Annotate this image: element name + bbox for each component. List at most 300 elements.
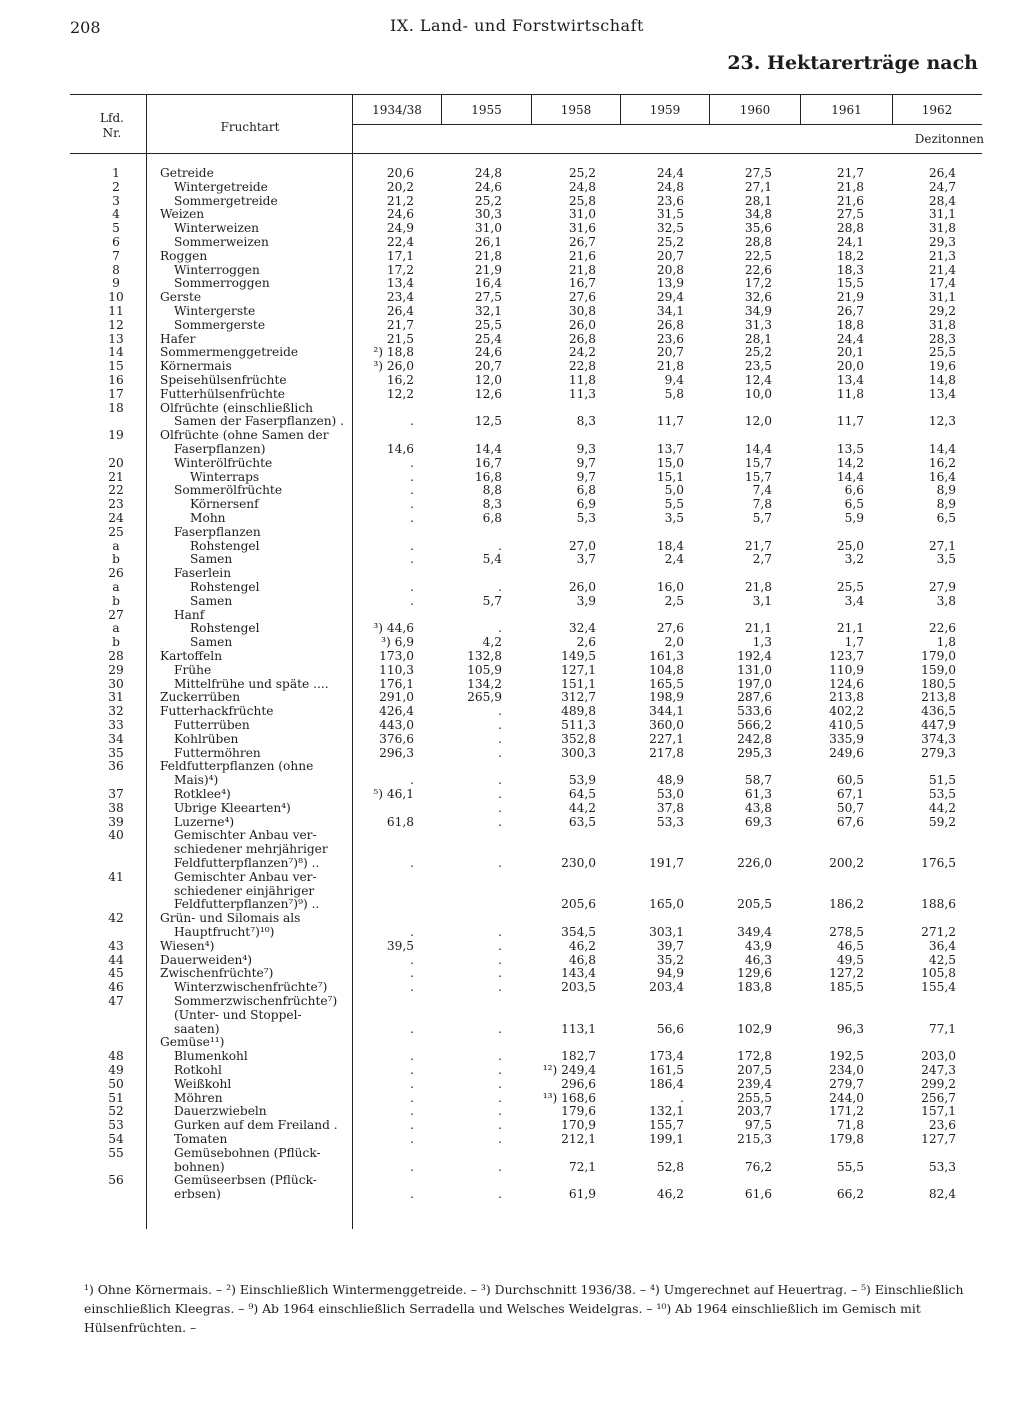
value-cell: 24,7 xyxy=(928,179,956,194)
value-cell: 22,6 xyxy=(928,621,956,636)
row-number: 26 xyxy=(108,566,124,581)
value-cell: 28,4 xyxy=(928,193,956,208)
value-cell: 217,8 xyxy=(649,745,684,760)
value-cell: . xyxy=(680,1090,684,1105)
row-number: 23 xyxy=(108,497,124,512)
value-cell: 31,5 xyxy=(656,207,684,222)
crop-name: Ölfrüchte (einschließlich xyxy=(160,401,313,415)
crop-name: Gerste xyxy=(160,291,202,305)
crop-name: Gemüse¹¹) xyxy=(160,1036,225,1050)
row-number: 29 xyxy=(108,662,124,677)
value-cell: 344,1 xyxy=(649,704,684,719)
table-row xyxy=(0,829,1024,870)
value-cell: 13,9 xyxy=(656,276,684,291)
row-number: 56 xyxy=(108,1173,124,1188)
value-cell: 64,5 xyxy=(568,787,596,801)
value-cell: 110,3 xyxy=(379,662,414,677)
value-cell: ¹³) 168,6 xyxy=(542,1090,596,1105)
value-cell: 191,7 xyxy=(649,855,684,870)
row-number: 30 xyxy=(108,676,124,691)
value-cell: 9,7 xyxy=(576,469,596,484)
value-cell: 21,4 xyxy=(928,262,956,277)
value-cell: 55,5 xyxy=(836,1159,864,1174)
table-row xyxy=(0,719,1024,733)
footnote-line: ¹) Ohne Körnermais. – ²) Einschließlich Wintermenggetreide. – ³) Durchschnitt 1936/38. – ⁴) Umgerechnet auf Heuertrag. – ⁵) Einschließlich xyxy=(84,1282,964,1297)
value-cell: 16,2 xyxy=(386,373,414,387)
value-cell: . xyxy=(410,511,414,525)
value-cell: 256,7 xyxy=(921,1090,956,1105)
table-row xyxy=(0,222,1024,236)
value-cell: 16,4 xyxy=(474,276,502,291)
value-cell: 173,4 xyxy=(649,1049,684,1064)
value-cell: 11,7 xyxy=(656,414,684,429)
row-number: 28 xyxy=(108,649,124,663)
table-row xyxy=(0,1133,1024,1147)
header-year-1960: 1960 xyxy=(739,103,771,117)
value-cell: 124,6 xyxy=(829,676,864,691)
value-cell: 179,0 xyxy=(921,649,956,663)
value-cell: 131,0 xyxy=(737,662,772,677)
value-cell: 149,5 xyxy=(561,649,596,663)
value-cell: 352,8 xyxy=(561,731,596,746)
value-cell: 44,2 xyxy=(928,800,956,815)
value-cell: . xyxy=(498,704,502,719)
value-cell: . xyxy=(498,1049,502,1064)
value-cell: 213,8 xyxy=(829,690,864,705)
value-cell: . xyxy=(410,1187,414,1202)
crop-name: Winterroggen xyxy=(174,263,260,277)
value-cell: . xyxy=(498,855,502,870)
crop-name: Gemischter Anbau ver- xyxy=(174,870,317,884)
table-row xyxy=(0,816,1024,830)
value-cell: 21,9 xyxy=(836,290,864,305)
value-cell: . xyxy=(498,938,502,953)
column-divider xyxy=(709,94,710,124)
value-cell: 203,7 xyxy=(737,1104,772,1119)
value-cell: . xyxy=(410,1159,414,1174)
value-cell: . xyxy=(498,745,502,760)
value-cell: 410,5 xyxy=(829,718,864,732)
value-cell: 24,6 xyxy=(474,345,502,360)
row-number: 6 xyxy=(112,235,120,249)
row-number: 14 xyxy=(108,345,124,360)
value-cell: . xyxy=(410,924,414,939)
value-cell: 34,1 xyxy=(656,304,684,318)
table-row xyxy=(0,264,1024,278)
value-cell: . xyxy=(498,731,502,746)
table-row xyxy=(0,1119,1024,1133)
value-cell: 31,3 xyxy=(744,317,772,332)
value-cell: . xyxy=(498,980,502,995)
value-cell: 20,7 xyxy=(656,345,684,360)
value-cell: 31,1 xyxy=(928,207,956,222)
value-cell: 3,5 xyxy=(936,552,956,567)
value-cell: 299,2 xyxy=(921,1076,956,1091)
table-row xyxy=(0,995,1024,1036)
value-cell: 58,7 xyxy=(744,773,772,788)
value-cell: 105,9 xyxy=(467,662,502,677)
value-cell: . xyxy=(498,718,502,732)
value-cell: 21,6 xyxy=(836,193,864,208)
value-cell: . xyxy=(410,1063,414,1077)
footnote-line: einschließlich Kleegras. – ⁹) Ab 1964 einschließlich Serradella und Welsches Weidelgras. – ¹⁰) Ab 1964 einschließlich im Gemisch mit Hülsenfrüchten. – xyxy=(84,1301,921,1335)
row-number: 22 xyxy=(108,483,124,498)
table-row xyxy=(0,1050,1024,1064)
value-cell: 533,6 xyxy=(737,704,772,719)
crop-name: Winterweizen xyxy=(174,222,260,236)
crop-name: Winterzwischenfrüchte⁷) xyxy=(174,981,328,995)
value-cell: 278,5 xyxy=(829,924,864,939)
value-cell: 436,5 xyxy=(921,704,956,719)
value-cell: 8,9 xyxy=(936,497,956,512)
value-cell: 26,7 xyxy=(836,304,864,318)
table-row xyxy=(0,553,1024,567)
value-cell: . xyxy=(410,552,414,567)
value-cell: 155,7 xyxy=(649,1118,684,1133)
value-cell: 127,1 xyxy=(561,662,596,677)
value-cell: 46,2 xyxy=(568,938,596,953)
value-cell: 129,6 xyxy=(737,966,772,981)
column-divider xyxy=(892,94,893,124)
value-cell: . xyxy=(498,1187,502,1202)
table-row xyxy=(0,1147,1024,1175)
value-cell: 3,7 xyxy=(576,552,596,567)
value-cell: 9,3 xyxy=(576,441,596,456)
table-row xyxy=(0,1174,1024,1202)
header-year-1955: 1955 xyxy=(471,103,502,117)
value-cell: . xyxy=(410,1118,414,1133)
value-cell: 24,6 xyxy=(386,207,414,222)
value-cell: 30,3 xyxy=(474,207,502,222)
value-cell: 23,6 xyxy=(928,1118,956,1133)
value-cell: 170,9 xyxy=(561,1118,596,1133)
value-cell: 161,5 xyxy=(649,1063,684,1077)
value-cell: 12,5 xyxy=(474,414,502,429)
value-cell: 172,8 xyxy=(737,1049,772,1064)
value-cell: 203,0 xyxy=(921,1049,956,1064)
value-cell: 61,8 xyxy=(386,814,414,829)
value-cell: . xyxy=(498,621,502,636)
value-cell: 15,7 xyxy=(744,455,772,470)
crop-name: Wintergetreide xyxy=(174,180,268,194)
value-cell: 27,5 xyxy=(744,166,772,180)
row-number: 16 xyxy=(108,373,124,387)
value-cell: 186,4 xyxy=(649,1076,684,1091)
crop-name: Roggen xyxy=(160,249,208,263)
value-cell: 31,6 xyxy=(568,221,596,236)
value-cell: 59,2 xyxy=(928,814,956,829)
table-row xyxy=(0,912,1024,940)
table-row xyxy=(0,333,1024,347)
table-row xyxy=(0,705,1024,719)
value-cell: . xyxy=(410,1090,414,1105)
value-cell: 3,2 xyxy=(844,552,864,567)
table-row xyxy=(0,360,1024,374)
value-cell: 52,8 xyxy=(656,1159,684,1174)
value-cell: 27,5 xyxy=(836,207,864,222)
crop-name: Sommerroggen xyxy=(174,277,270,291)
value-cell: 165,5 xyxy=(649,676,684,691)
row-number: a xyxy=(112,538,120,553)
value-cell: . xyxy=(410,855,414,870)
value-cell: 30,8 xyxy=(568,304,596,318)
value-cell: 2,0 xyxy=(664,635,684,650)
value-cell: 3,4 xyxy=(844,593,864,608)
table-row xyxy=(0,236,1024,250)
value-cell: 8,9 xyxy=(936,483,956,498)
crop-name: schiedener einjähriger xyxy=(174,884,315,898)
value-cell: 14,4 xyxy=(474,441,502,456)
value-cell: 16,7 xyxy=(568,276,596,291)
value-cell: 53,5 xyxy=(928,787,956,801)
table-row xyxy=(0,733,1024,747)
row-number: 2 xyxy=(112,179,120,194)
value-cell: 46,2 xyxy=(656,1187,684,1202)
row-number: 19 xyxy=(108,428,124,443)
row-number: 15 xyxy=(108,359,124,374)
crop-name: Sommermenggetreide xyxy=(160,346,299,360)
value-cell: 48,9 xyxy=(656,773,684,788)
row-number: 37 xyxy=(108,787,124,801)
value-cell: 21,5 xyxy=(386,331,414,346)
value-cell: 26,4 xyxy=(928,166,956,180)
value-cell: 188,6 xyxy=(921,897,956,912)
row-number: 42 xyxy=(108,911,124,926)
crop-name: Sommerölfrüchte xyxy=(174,484,283,498)
value-cell: 212,1 xyxy=(561,1132,596,1146)
section-title: 23. Hektarerträge nach xyxy=(727,52,978,74)
crop-name: saaten) xyxy=(174,1022,220,1036)
year-header-rule xyxy=(352,124,982,125)
value-cell: 161,3 xyxy=(649,649,684,663)
row-number: 43 xyxy=(108,938,124,953)
value-cell: 21,6 xyxy=(568,248,596,263)
crop-name: erbsen) xyxy=(174,1188,221,1202)
crop-name: Körnersenf xyxy=(190,498,259,512)
crop-name: Sommergerste xyxy=(174,318,266,332)
row-number: 18 xyxy=(108,400,124,415)
value-cell: . xyxy=(410,1076,414,1091)
value-cell: 20,7 xyxy=(474,359,502,374)
value-cell: 20,6 xyxy=(386,166,414,180)
row-number: 55 xyxy=(108,1145,124,1160)
value-cell: 205,5 xyxy=(737,897,772,912)
table-row xyxy=(0,691,1024,705)
value-cell: 32,4 xyxy=(568,621,596,636)
table-row xyxy=(0,250,1024,264)
value-cell: 5,8 xyxy=(664,386,684,401)
value-cell: 23,4 xyxy=(386,290,414,305)
row-number: 12 xyxy=(108,317,124,332)
value-cell: 24,8 xyxy=(656,179,684,194)
crop-name: schiedener mehrjähriger xyxy=(174,843,328,857)
value-cell: 157,1 xyxy=(921,1104,956,1119)
value-cell: 6,9 xyxy=(576,497,596,512)
value-cell: . xyxy=(498,1076,502,1091)
value-cell: 102,9 xyxy=(737,1021,772,1036)
value-cell: 173,0 xyxy=(379,649,414,663)
value-cell: 376,6 xyxy=(379,731,414,746)
value-cell: 426,4 xyxy=(379,704,414,719)
value-cell: 25,5 xyxy=(928,345,956,360)
value-cell: 29,3 xyxy=(928,235,956,249)
value-cell: 16,0 xyxy=(656,579,684,594)
chapter-heading: IX. Land- und Forstwirtschaft xyxy=(390,16,644,35)
crop-name: Faserpflanzen) xyxy=(174,442,266,456)
table-row xyxy=(0,498,1024,512)
value-cell: . xyxy=(498,1132,502,1146)
value-cell: 3,1 xyxy=(752,593,772,608)
row-number: 49 xyxy=(108,1063,124,1077)
value-cell: 354,5 xyxy=(561,924,596,939)
row-number: 32 xyxy=(108,704,124,719)
value-cell: 35,6 xyxy=(744,221,772,236)
header-year-1958: 1958 xyxy=(560,103,592,117)
row-number: 11 xyxy=(108,304,124,318)
value-cell: 8,8 xyxy=(482,483,502,498)
crop-name: Kartoffeln xyxy=(160,650,223,663)
value-cell: 25,5 xyxy=(836,579,864,594)
crop-name: Rohstengel xyxy=(190,622,260,636)
value-cell: ³) 26,0 xyxy=(373,359,414,374)
crop-name: Weizen xyxy=(160,208,205,222)
row-number: 40 xyxy=(108,828,124,843)
table-row xyxy=(0,277,1024,291)
value-cell: 249,6 xyxy=(829,745,864,760)
crop-name: Dauerweiden⁴) xyxy=(160,953,252,967)
value-cell: 23,6 xyxy=(656,331,684,346)
value-cell: 28,8 xyxy=(836,221,864,236)
value-cell: 20,2 xyxy=(386,179,414,194)
crop-name: Futterhackfrüchte xyxy=(160,705,274,719)
value-cell: . xyxy=(410,1104,414,1119)
row-number: 17 xyxy=(108,386,124,401)
value-cell: 11,8 xyxy=(836,386,864,401)
value-cell: 26,0 xyxy=(568,317,596,332)
value-cell: 244,0 xyxy=(829,1090,864,1105)
value-cell: 46,3 xyxy=(744,952,772,967)
value-cell: 97,5 xyxy=(744,1118,772,1133)
value-cell: 14,2 xyxy=(836,455,864,470)
value-cell: 176,1 xyxy=(379,676,414,691)
value-cell: 60,5 xyxy=(836,773,864,788)
value-cell: 31,8 xyxy=(928,317,956,332)
value-cell: 77,1 xyxy=(928,1021,956,1036)
crop-name: Feldfutterpflanzen⁷)⁹) .. xyxy=(174,898,320,912)
row-number: 7 xyxy=(112,248,120,263)
table-row xyxy=(0,802,1024,816)
value-cell: 25,5 xyxy=(474,317,502,332)
value-cell: 17,2 xyxy=(744,276,772,291)
value-cell: . xyxy=(498,1063,502,1077)
value-cell: 23,6 xyxy=(656,193,684,208)
value-cell: 63,5 xyxy=(568,814,596,829)
row-number: 45 xyxy=(108,966,124,981)
value-cell: 1,7 xyxy=(844,635,864,650)
row-number: 33 xyxy=(108,718,124,732)
value-cell: 25,4 xyxy=(474,331,502,346)
crop-name: Rotkohl xyxy=(174,1064,222,1077)
crop-name: Wintergerste xyxy=(174,305,256,318)
value-cell: 113,1 xyxy=(561,1021,596,1036)
crop-name: Winterölfrüchte xyxy=(174,456,273,470)
value-cell: 39,7 xyxy=(656,938,684,953)
value-cell: 17,1 xyxy=(386,248,414,263)
value-cell: 296,6 xyxy=(561,1076,596,1091)
table-row xyxy=(0,195,1024,209)
value-cell: . xyxy=(410,1021,414,1036)
crop-name: Hauptfrucht⁷)¹⁰) xyxy=(174,925,275,939)
value-cell: 44,2 xyxy=(568,800,596,815)
table-row xyxy=(0,181,1024,195)
crop-name: Sommerzwischenfrüchte⁷) xyxy=(174,995,338,1008)
value-cell: 28,8 xyxy=(744,235,772,249)
value-cell: 247,3 xyxy=(921,1063,956,1077)
value-cell: 16,4 xyxy=(928,469,956,484)
crop-name: Feldfutterpflanzen (ohne xyxy=(160,760,314,774)
value-cell: 25,2 xyxy=(744,345,772,360)
value-cell: 28,3 xyxy=(928,331,956,346)
value-cell: . xyxy=(410,455,414,470)
table-row xyxy=(0,484,1024,498)
row-number: 52 xyxy=(108,1104,124,1119)
value-cell: 279,7 xyxy=(829,1076,864,1091)
value-cell: 27,1 xyxy=(744,179,772,194)
value-cell: 61,3 xyxy=(744,787,772,801)
value-cell: 5,5 xyxy=(664,497,684,512)
crop-name: Speisehülsenfrüchte xyxy=(160,374,287,387)
header-fruchtart: Fruchtart xyxy=(220,120,280,134)
value-cell: 213,8 xyxy=(921,690,956,705)
value-cell: 360,0 xyxy=(649,718,684,732)
value-cell: 14,4 xyxy=(836,469,864,484)
crop-name: Rohstengel xyxy=(190,539,260,553)
value-cell: 12,2 xyxy=(386,386,414,401)
value-cell: 53,3 xyxy=(928,1159,956,1174)
value-cell: . xyxy=(498,1021,502,1036)
table-row xyxy=(0,940,1024,954)
value-cell: . xyxy=(410,773,414,788)
crop-name: Getreide xyxy=(160,167,214,180)
value-cell: 53,3 xyxy=(656,814,684,829)
value-cell: . xyxy=(498,814,502,829)
row-number: 21 xyxy=(108,469,124,484)
crop-name: Sommerweizen xyxy=(174,236,269,249)
value-cell: . xyxy=(498,924,502,939)
crop-name: Rohstengel xyxy=(190,580,260,594)
value-cell: 180,5 xyxy=(921,676,956,691)
row-number: 9 xyxy=(112,276,120,291)
crop-name: Samen xyxy=(190,553,233,567)
value-cell: 1,8 xyxy=(936,635,956,650)
value-cell: 20,7 xyxy=(656,248,684,263)
value-cell: 198,9 xyxy=(649,690,684,705)
crop-name: Dauerzwiebeln xyxy=(174,1105,267,1119)
table-row xyxy=(0,305,1024,319)
value-cell: 22,4 xyxy=(386,235,414,249)
value-cell: ³) 6,9 xyxy=(381,635,414,650)
value-cell: 82,4 xyxy=(928,1187,956,1202)
value-cell: 185,5 xyxy=(829,980,864,995)
row-number: 50 xyxy=(108,1076,124,1091)
crop-name: Kohlrüben xyxy=(174,732,239,746)
value-cell: 566,2 xyxy=(737,718,772,732)
crop-name: Futterrüben xyxy=(174,719,250,732)
row-number: a xyxy=(112,621,120,636)
table-row xyxy=(0,512,1024,526)
column-divider xyxy=(620,94,621,124)
value-cell: 200,2 xyxy=(829,855,864,870)
